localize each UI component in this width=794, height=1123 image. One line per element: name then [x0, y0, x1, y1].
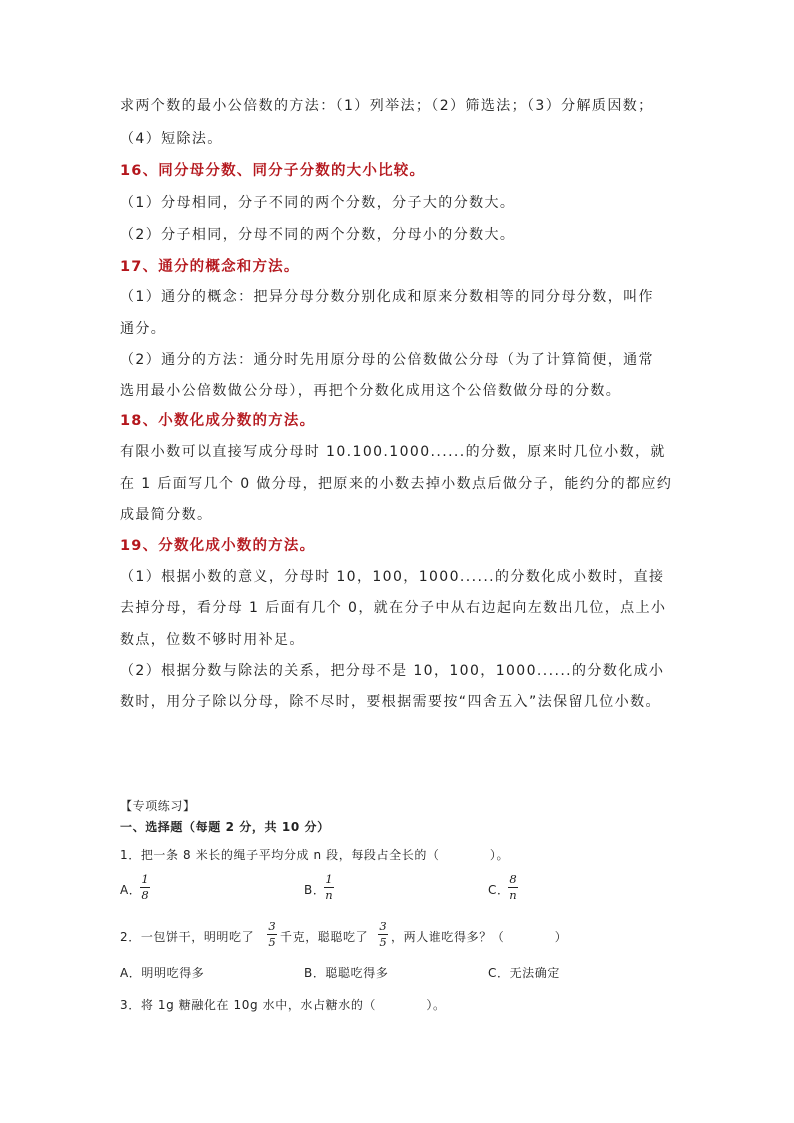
q1-option-c: [488, 881, 510, 898]
lcm-methods-line2: （4）短除法。: [120, 131, 223, 147]
q2-option-a: A．明明吃得多: [120, 966, 205, 980]
q1-option-a: [120, 881, 141, 898]
q1-option-c-fraction: [508, 873, 518, 902]
practice-title: 【专项练习】: [120, 799, 196, 813]
paragraph-19-1c: 数点，位数不够时用补足。: [120, 632, 305, 648]
paragraph-19-1b: 去掉分母，看分母 1 后面有几个 0，就在分子中从右边起向左数出几位，点上小: [120, 600, 667, 616]
paragraph-16-2: （2）分子相同，分母不同的两个分数，分母小的分数大。: [120, 227, 516, 243]
question-2-fraction-1: [267, 920, 277, 949]
heading-16: 16、同分母分数、同分子分数的大小比较。: [120, 163, 426, 179]
question-2-part2: 千克，聪聪吃了: [280, 930, 369, 944]
paragraph-19-1a: （1）根据小数的意义，分母时 10，100，1000......的分数化成小数时，直接: [120, 569, 665, 585]
heading-19: 19、分数化成小数的方法。: [120, 538, 316, 554]
fraction-denominator: 8: [141, 888, 149, 902]
paragraph-18-a: 有限小数可以直接写成分母时 10.100.1000......的分数，原来时几位小数，就: [120, 444, 666, 460]
q2-option-b: B．聪聪吃得多: [304, 966, 389, 980]
lcm-methods-line1: 求两个数的最小公倍数的方法：（1）列举法；（2）筛选法；（3）分解质因数；: [120, 98, 654, 114]
fraction-numerator: 3: [268, 919, 276, 933]
paragraph-18-b: 在 1 后面写几个 0 做分母，把原来的小数去掉小数点后做分子，能约分的都应约: [120, 476, 673, 492]
question-1: 1．把一条 8 米长的绳子平均分成 n 段，每段占全长的（ ）。: [120, 848, 510, 862]
fraction-numerator: 3: [379, 919, 387, 933]
question-2-part3: ，两人谁吃得多？（ ）: [391, 930, 568, 944]
q2-option-c: C．无法确定: [488, 966, 560, 980]
fraction-numerator: 1: [325, 872, 333, 886]
paragraph-19-2b: 数时，用分子除以分母，除不尽时，要根据需要按“四舍五入”法保留几位小数。: [120, 694, 661, 710]
paragraph-16-1: （1）分母相同，分子不同的两个分数，分子大的分数大。: [120, 195, 516, 211]
fraction-denominator: 5: [379, 935, 387, 949]
paragraph-19-2a: （2）根据分数与除法的关系，把分母不是 10，100，1000......的分数化成小: [120, 663, 665, 679]
paragraph-17-2b: 选用最小公倍数做公分母），再把个分数化成用这个公倍数做分母的分数。: [120, 383, 622, 399]
fraction-denominator: n: [509, 888, 517, 902]
fraction-numerator: 8: [509, 872, 517, 886]
q1-option-b: [304, 881, 325, 898]
heading-17: 17、通分的概念和方法。: [120, 259, 300, 275]
fraction-numerator: 1: [141, 872, 149, 886]
option-letter: B．: [304, 883, 326, 897]
practice-section-heading: 一、选择题（每题 2 分，共 10 分）: [120, 820, 330, 834]
paragraph-17-2a: （2）通分的方法：通分时先用原分母的公倍数做公分母（为了计算简便，通常: [120, 352, 654, 368]
question-2-fraction-2: [378, 920, 388, 949]
paragraph-17-1b: 通分。: [120, 321, 167, 337]
heading-18: 18、小数化成分数的方法。: [120, 413, 316, 429]
question-2-part1: 2．一包饼干，明明吃了: [120, 930, 255, 944]
q1-option-a-fraction: [140, 873, 150, 902]
fraction-denominator: 5: [268, 935, 276, 949]
q1-option-b-fraction: [324, 873, 334, 902]
fraction-denominator: n: [325, 888, 333, 902]
paragraph-17-1a: （1）通分的概念：把异分母分数分别化成和原来分数相等的同分母分数，叫作: [120, 289, 654, 305]
option-letter: C．: [488, 883, 510, 897]
question-3: 3．将 1g 糖融化在 10g 水中，水占糖水的（ ）。: [120, 998, 446, 1012]
option-letter: A．: [120, 883, 142, 897]
paragraph-18-c: 成最简分数。: [120, 507, 213, 523]
